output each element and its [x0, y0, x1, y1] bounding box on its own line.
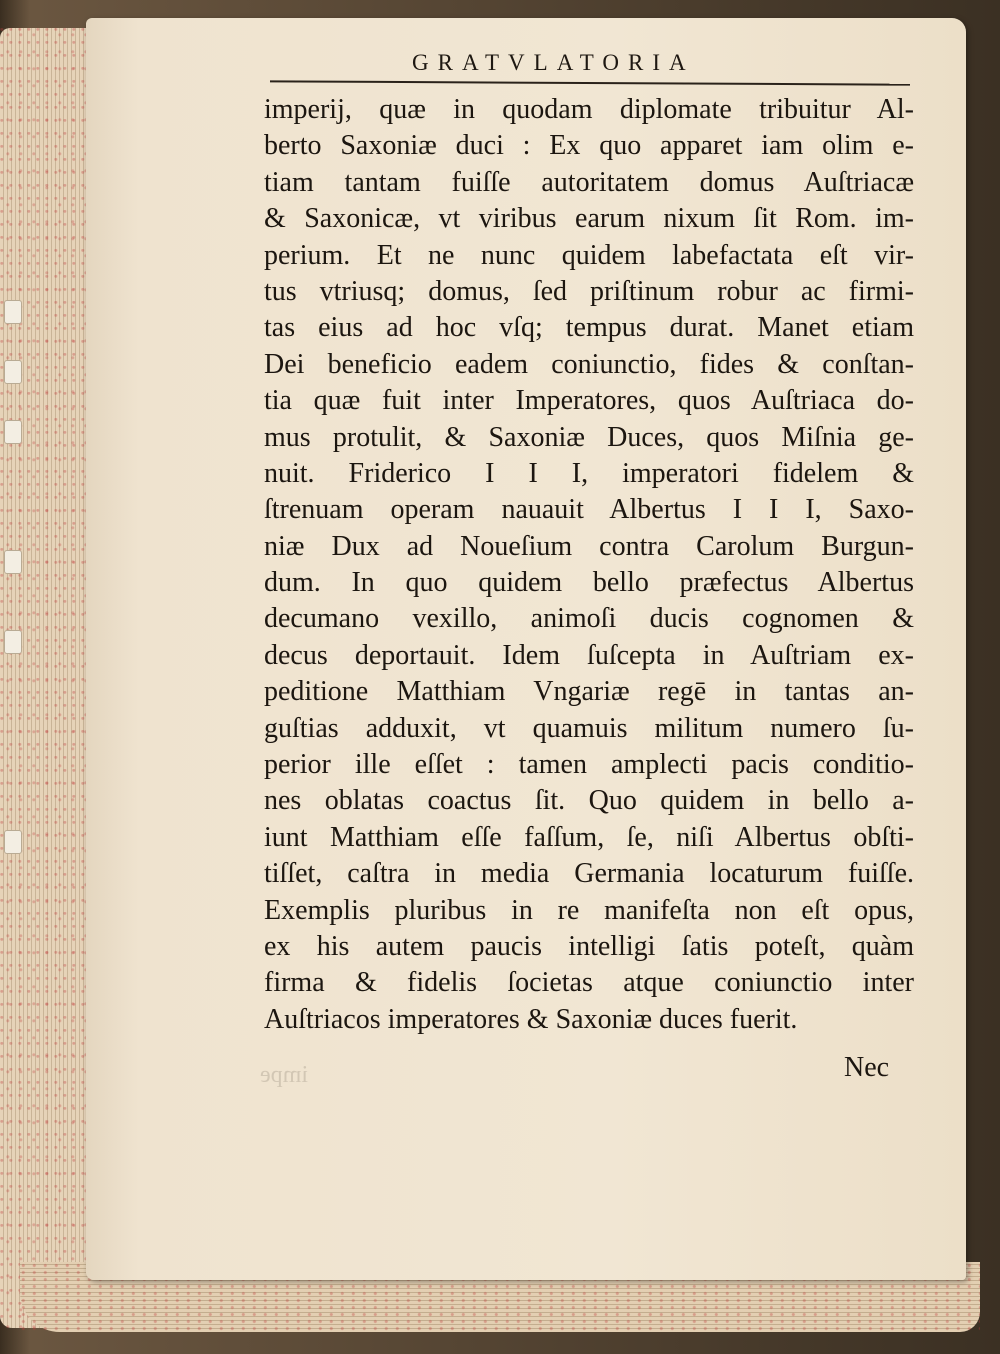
- text-line: decus deportauit. Idem ſuſcepta in Auſtriam ex-: [264, 639, 914, 671]
- text-line: nuit. Friderico I I I, imperatori fidelem &: [264, 457, 914, 489]
- text-line: tas eius ad hoc vſq; tempus durat. Manet etiam: [264, 312, 914, 344]
- text-line: nes oblatas coactus ſit. Quo quidem in bello a-: [264, 785, 914, 817]
- page-tab: [4, 550, 22, 574]
- text-line: Exemplis pluribus in re manifeſta non eſt opus,: [264, 894, 914, 926]
- text-line: ſtrenuam operam nauauit Albertus I I I, Saxo-: [264, 494, 914, 526]
- text-line: guſtias adduxit, vt quamuis militum numero ſu-: [264, 712, 914, 744]
- page-tab: [4, 630, 22, 654]
- text-line: & Saxonicæ, vt viribus earum nixum ſit Rom. im-: [264, 203, 914, 235]
- text-line: imperij, quæ in quodam diplomate tribuitur Al-: [264, 94, 914, 125]
- text-line: tia quæ fuit inter Imperatores, quos Auſtriaca do-: [264, 385, 914, 417]
- page-tab: [4, 830, 22, 854]
- page-tab: [4, 420, 22, 444]
- page-tab: [4, 360, 22, 384]
- text-line: tus vtriusq; domus, ſed priſtinum robur ac firmi-: [264, 275, 914, 307]
- text-line: perior ille eſſet : tamen amplecti pacis conditio-: [264, 749, 914, 781]
- text-line: Dei beneficio eadem coniunctio, fides & conſtan-: [264, 348, 914, 380]
- running-title: GRATVLATORIA: [412, 50, 695, 75]
- catchword: Nec: [844, 1052, 890, 1083]
- text-line: niæ Dux ad Noueſium contra Carolum Burgun-: [264, 530, 914, 562]
- body-text: [264, 92, 914, 1038]
- text-line: firma & fidelis ſocietas atque coniunctio inter: [264, 967, 914, 999]
- page-tabs: [4, 300, 22, 1000]
- text-line: perium. Et ne nunc quidem labefactata eſt vir-: [264, 239, 914, 271]
- text-line: Auſtriacos imperatores & Saxoniæ duces fuerit.: [264, 1003, 798, 1035]
- text-line: iunt Matthiam eſſe faſſum, ſe, niſi Albertus obſti-: [264, 821, 914, 853]
- text-line: peditione Matthiam Vngariæ regē in tantas an-: [264, 676, 914, 708]
- page-tab: [4, 300, 22, 324]
- text-line: ex his autem paucis intelligi ſatis poteſt, quàm: [264, 930, 914, 962]
- text-line: berto Saxoniæ duci : Ex quo apparet iam olim e-: [264, 130, 914, 162]
- text-line: decumano vexillo, animoſi ducis cognomen &: [264, 603, 914, 635]
- text-line: tiam tantam fuiſſe autoritatem domus Auſtriacæ: [264, 166, 914, 198]
- text-line: mus protulit, & Saxoniæ Duces, quos Miſnia ge-: [264, 421, 914, 453]
- text-line: dum. In quo quidem bello præfectus Albertus: [264, 567, 914, 599]
- show-through-text: impe: [260, 1062, 308, 1088]
- text-line: tiſſet, caſtra in media Germania locaturum fuiſſe.: [264, 858, 914, 890]
